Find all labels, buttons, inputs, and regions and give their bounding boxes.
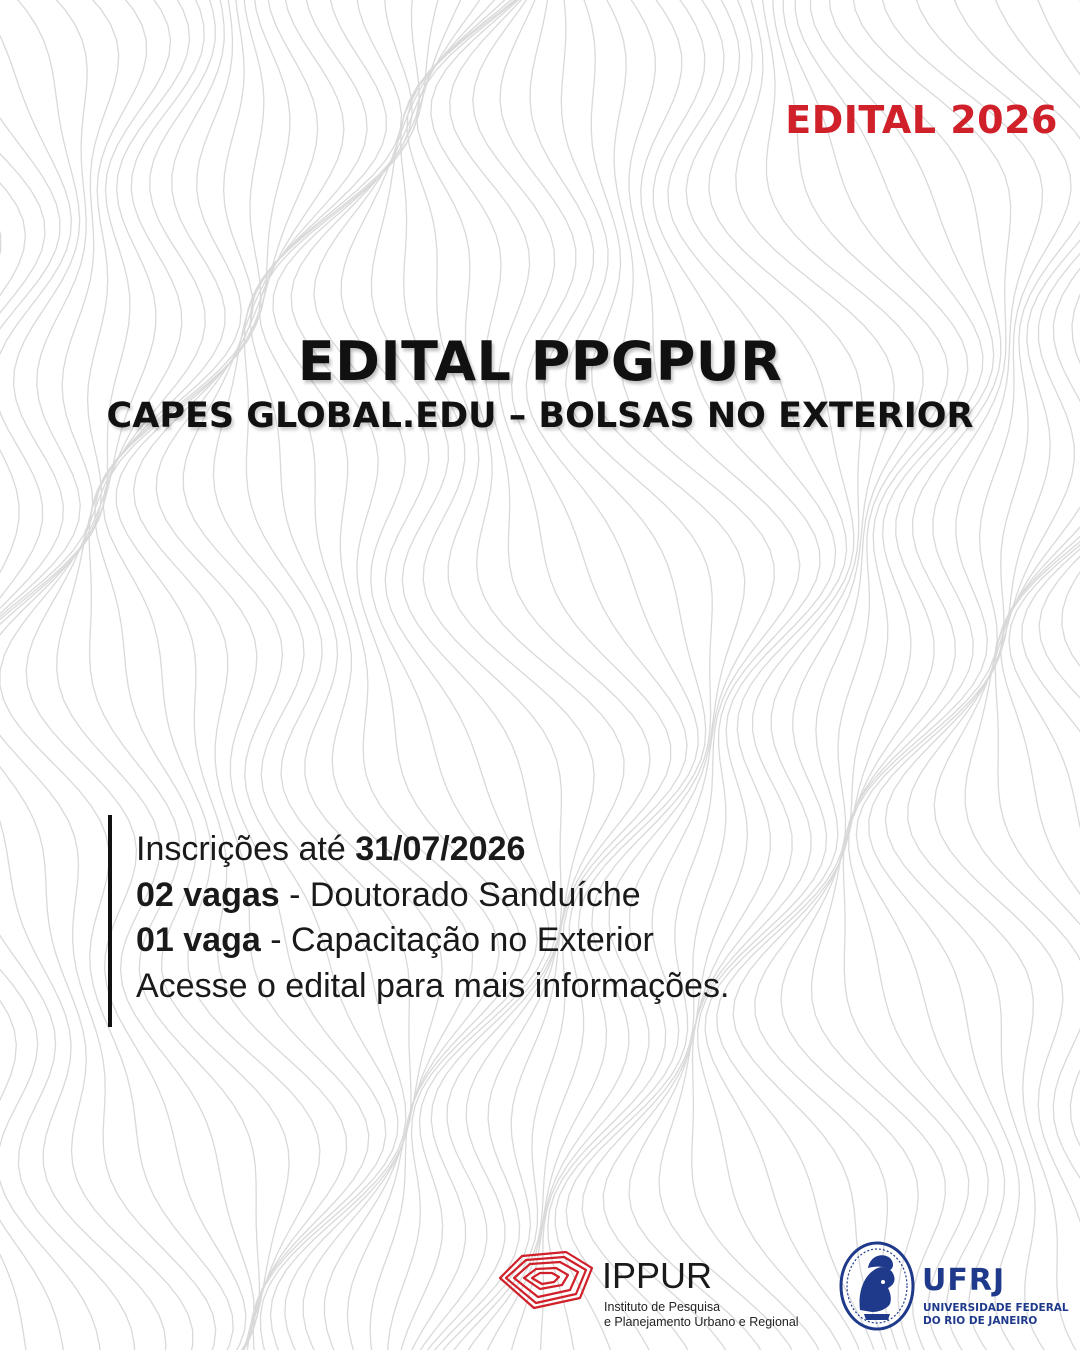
contour-line xyxy=(548,0,745,1350)
ippur-subtitle xyxy=(604,1300,799,1330)
contour-line xyxy=(213,0,405,1350)
contour-line xyxy=(26,0,246,1350)
registration-label: Inscrições até xyxy=(136,830,356,868)
vacancies-training-count: 01 vaga xyxy=(136,921,261,959)
contour-line xyxy=(0,0,233,1350)
contour-line xyxy=(0,0,71,1350)
vacancies-sandwich-label: - Doutorado Sanduíche xyxy=(279,875,641,914)
contour-line xyxy=(755,0,983,1350)
headline-subtitle: CAPES GLOBAL.EDU – BOLSAS NO EXTERIOR xyxy=(106,396,974,436)
vacancies-sandwich-count: 02 vagas xyxy=(136,875,280,914)
contour-line xyxy=(1009,0,1080,1350)
contour-line xyxy=(1062,0,1080,1350)
ippur-subtitle-line1: Instituto de Pesquisa xyxy=(604,1300,721,1314)
registration-date: 31/07/2026 xyxy=(355,830,526,868)
contour-line xyxy=(934,0,1080,1350)
contour-line xyxy=(401,0,562,1350)
ufrj-name: UFRJ xyxy=(922,1263,1006,1298)
contour-line xyxy=(483,0,698,1350)
contour-line xyxy=(0,0,25,1350)
vacancies-training-line xyxy=(136,918,808,964)
contour-line xyxy=(629,0,847,1350)
vacancies-training-label: - Capacitação no Exterior xyxy=(260,921,654,959)
ippur-hexagon-icon xyxy=(496,1248,596,1312)
contour-line xyxy=(908,0,1080,1350)
contour-line xyxy=(692,0,862,1350)
contour-line xyxy=(659,0,854,1350)
ippur-subtitle-line2: e Planejamento Urbano e Regional xyxy=(604,1315,799,1329)
contour-line xyxy=(705,0,923,1350)
contour-line xyxy=(0,0,193,1350)
contour-line xyxy=(407,0,594,1350)
contour-line xyxy=(582,0,820,1350)
ippur-logo xyxy=(496,1246,816,1336)
contour-line xyxy=(698,0,895,1350)
more-info-line: Acesse o edital para mais informações. xyxy=(136,966,730,1005)
headline-title: EDITAL PPGPUR xyxy=(297,330,783,393)
contour-line xyxy=(0,0,135,1350)
contour-line xyxy=(116,0,346,1350)
contour-line xyxy=(0,0,60,1350)
registration-deadline-line xyxy=(136,827,808,873)
contour-line xyxy=(995,0,1080,1350)
contour-line xyxy=(849,0,1043,1350)
contour-line xyxy=(259,0,472,1350)
contour-line xyxy=(0,0,45,1350)
contour-line xyxy=(95,0,289,1350)
contour-line xyxy=(541,0,713,1350)
contour-line xyxy=(856,0,1071,1350)
contour-line xyxy=(134,0,369,1350)
ufrj-subtitle xyxy=(923,1302,1069,1328)
ufrj-subtitle-line2: DO RIO DE JANEIRO xyxy=(923,1315,1038,1327)
ufrj-minerva-seal-icon xyxy=(838,1240,916,1332)
contour-line xyxy=(781,0,994,1350)
ufrj-subtitle-line1: UNIVERSIDADE FEDERAL xyxy=(923,1302,1069,1314)
contour-line xyxy=(183,0,398,1350)
edital-year-tag: EDITAL 2026 xyxy=(785,98,1058,142)
contour-line xyxy=(1022,0,1080,1350)
contour-line xyxy=(0,0,166,1350)
contour-line xyxy=(0,0,80,1350)
contour-line xyxy=(0,0,216,1350)
ufrj-logo xyxy=(838,1240,1074,1336)
contour-line xyxy=(1039,0,1080,1350)
contour-line xyxy=(431,0,650,1350)
contour-line xyxy=(603,0,835,1350)
contour-line xyxy=(885,0,1080,1350)
contour-line xyxy=(733,0,968,1350)
info-block xyxy=(108,815,808,1027)
ippur-name: IPPUR xyxy=(602,1255,713,1296)
contour-line xyxy=(566,0,800,1350)
vacancies-sandwich-line xyxy=(136,873,808,919)
contour-line xyxy=(341,0,548,1350)
